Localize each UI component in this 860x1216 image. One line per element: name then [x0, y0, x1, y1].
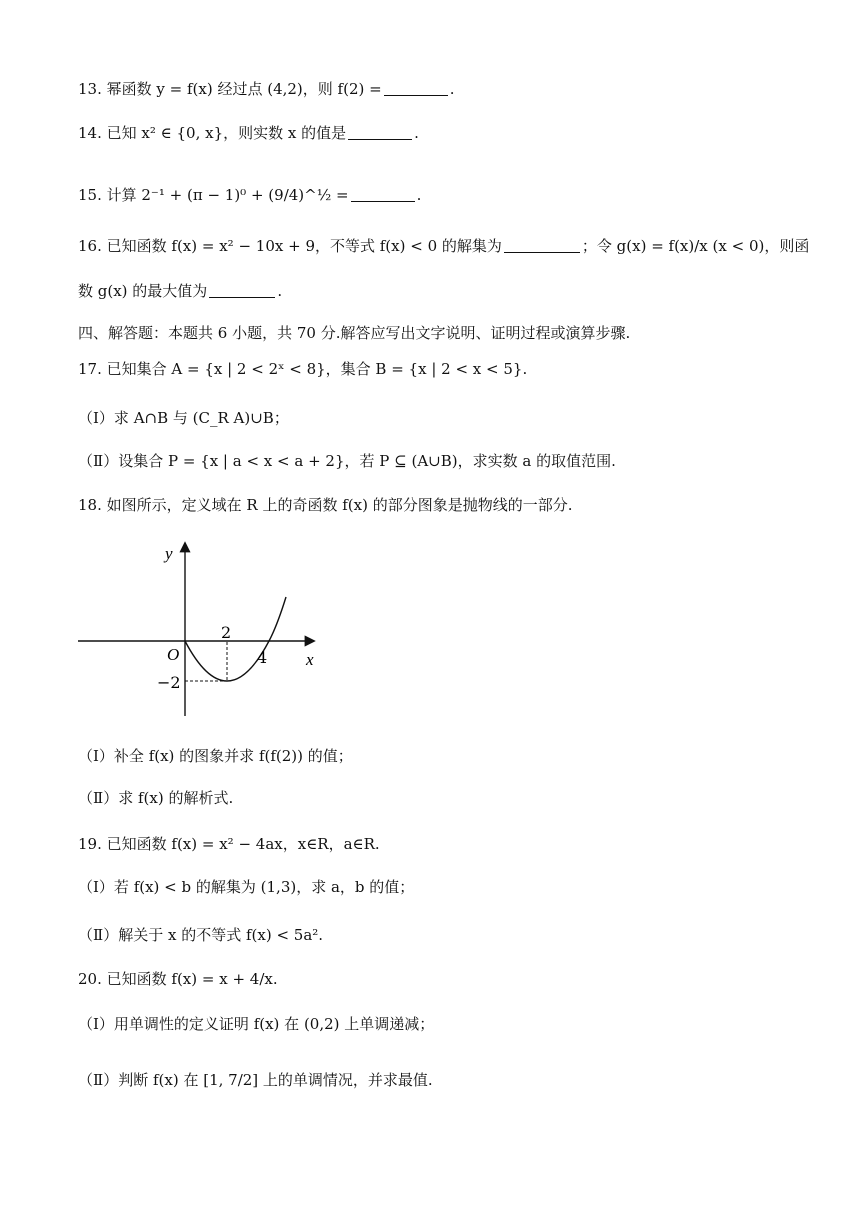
- problem-19-part1: （Ⅰ）若 f(x) < b 的解集为 (1,3)，求 a，b 的值；: [78, 878, 415, 896]
- y-axis-label: y: [165, 544, 173, 563]
- problem-20-part1: （Ⅰ）用单调性的定义证明 f(x) 在 (0,2) 上单调递减；: [78, 1015, 435, 1033]
- problem-16: 16. 已知函数 f(x) = x² − 10x + 9，不等式 f(x) < 0 的解集为 ；令 g(x) = f(x)/x (x < 0)，则函: [78, 237, 810, 255]
- section-heading: 四、解答题：本题共 6 小题，共 70 分.解答应写出文字说明、证明过程或演算步骤.: [78, 324, 631, 342]
- problem-19-part2: （Ⅱ）解关于 x 的不等式 f(x) < 5a².: [78, 926, 324, 944]
- problem-17-part1: （Ⅰ）求 A∩B 与 (C_R A)∪B；: [78, 409, 289, 427]
- parabola-curve: [185, 597, 286, 681]
- tick-label-2: 2: [221, 623, 232, 642]
- answer-blank: [348, 124, 412, 140]
- answer-blank: [384, 80, 448, 96]
- problem-15: 15. 计算 2⁻¹ + (π − 1)⁰ + (9/4)^½ = .: [78, 186, 422, 204]
- problem-20: 20. 已知函数 f(x) = x + 4/x.: [78, 970, 278, 988]
- tick-label-neg2: −2: [157, 673, 181, 692]
- problem-13: 13. 幂函数 y = f(x) 经过点 (4,2)，则 f(2) = .: [78, 80, 455, 98]
- problem-16-line2: 数 g(x) 的最大值为 .: [78, 282, 283, 300]
- tick-label-4: 4: [257, 648, 268, 667]
- problem-19: 19. 已知函数 f(x) = x² − 4ax，x∈R，a∈R.: [78, 835, 380, 853]
- answer-blank: [209, 282, 275, 298]
- parabola-graph: [75, 538, 325, 718]
- problem-17-part2: （Ⅱ）设集合 P = {x | a < x < a + 2}，若 P ⊆ (A∪B)，求实数 a 的取值范围.: [78, 452, 616, 470]
- problem-14: 14. 已知 x² ∈ {0, x}，则实数 x 的值是 .: [78, 124, 419, 142]
- problem-18: 18. 如图所示，定义域在 R 上的奇函数 f(x) 的部分图象是抛物线的一部分.: [78, 496, 573, 514]
- answer-blank: [351, 186, 415, 202]
- problem-20-part2: （Ⅱ）判断 f(x) 在 [1, 7/2] 上的单调情况，并求最值.: [78, 1071, 433, 1089]
- problem-17: 17. 已知集合 A = {x | 2 < 2ˣ < 8}，集合 B = {x | 2 < x < 5}.: [78, 360, 528, 378]
- problem-18-part1: （Ⅰ）补全 f(x) 的图象并求 f(f(2)) 的值；: [78, 747, 353, 765]
- answer-blank: [504, 237, 580, 253]
- origin-label: O: [167, 645, 180, 664]
- x-axis-label: x: [306, 650, 314, 669]
- problem-18-part2: （Ⅱ）求 f(x) 的解析式.: [78, 789, 234, 807]
